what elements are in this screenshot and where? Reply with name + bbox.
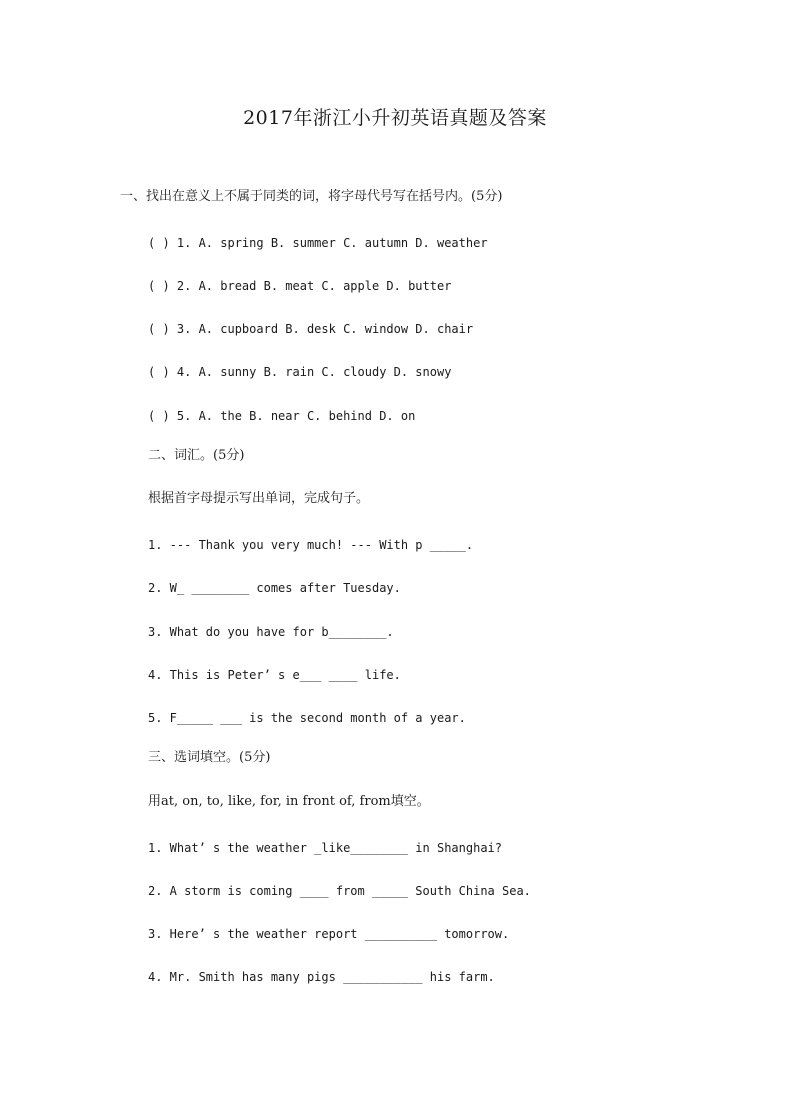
section1-heading: 一、找出在意义上不属于同类的词，将字母代号写在括号内。(5分) <box>120 189 503 204</box>
question-item: 3. Here’ s the weather report __________ tomorrow. <box>148 927 510 941</box>
question-item: 1. What’ s the weather _like________ in Shanghai? <box>148 841 503 855</box>
question-item: ( ) 5. A. the B. near C. behind D. on <box>148 409 416 423</box>
question-item: ( ) 3. A. cupboard B. desk C. window D. chair <box>148 322 474 336</box>
question-item: 2. A storm is coming ____ from _____ South China Sea. <box>148 884 531 898</box>
question-item: 5. F_____ ___ is the second month of a year. <box>148 711 466 725</box>
question-item: ( ) 2. A. bread B. meat C. apple D. butter <box>148 279 452 293</box>
question-item: 4. Mr. Smith has many pigs ___________ his farm. <box>148 970 495 984</box>
section2-instruction: 根据首字母提示写出单词，完成句子。 <box>148 491 370 506</box>
section3-heading: 三、选词填空。(5分) <box>148 750 271 765</box>
section3-instruction: 用at, on, to, like, for, in front of, from填空。 <box>148 794 430 809</box>
question-item: 3. What do you have for b________. <box>148 625 394 639</box>
question-item: 2. W_ ________ comes after Tuesday. <box>148 581 401 595</box>
question-item: 1. --- Thank you very much! --- With p _____. <box>148 538 474 552</box>
document-title: 2017年浙江小升初英语真题及答案 <box>243 107 547 129</box>
question-item: 4. This is Peter’ s e___ ____ life. <box>148 668 401 682</box>
section2-heading: 二、词汇。(5分) <box>148 448 245 463</box>
question-item: ( ) 4. A. sunny B. rain C. cloudy D. snowy <box>148 365 452 379</box>
question-item: ( ) 1. A. spring B. summer C. autumn D. weather <box>148 236 488 250</box>
